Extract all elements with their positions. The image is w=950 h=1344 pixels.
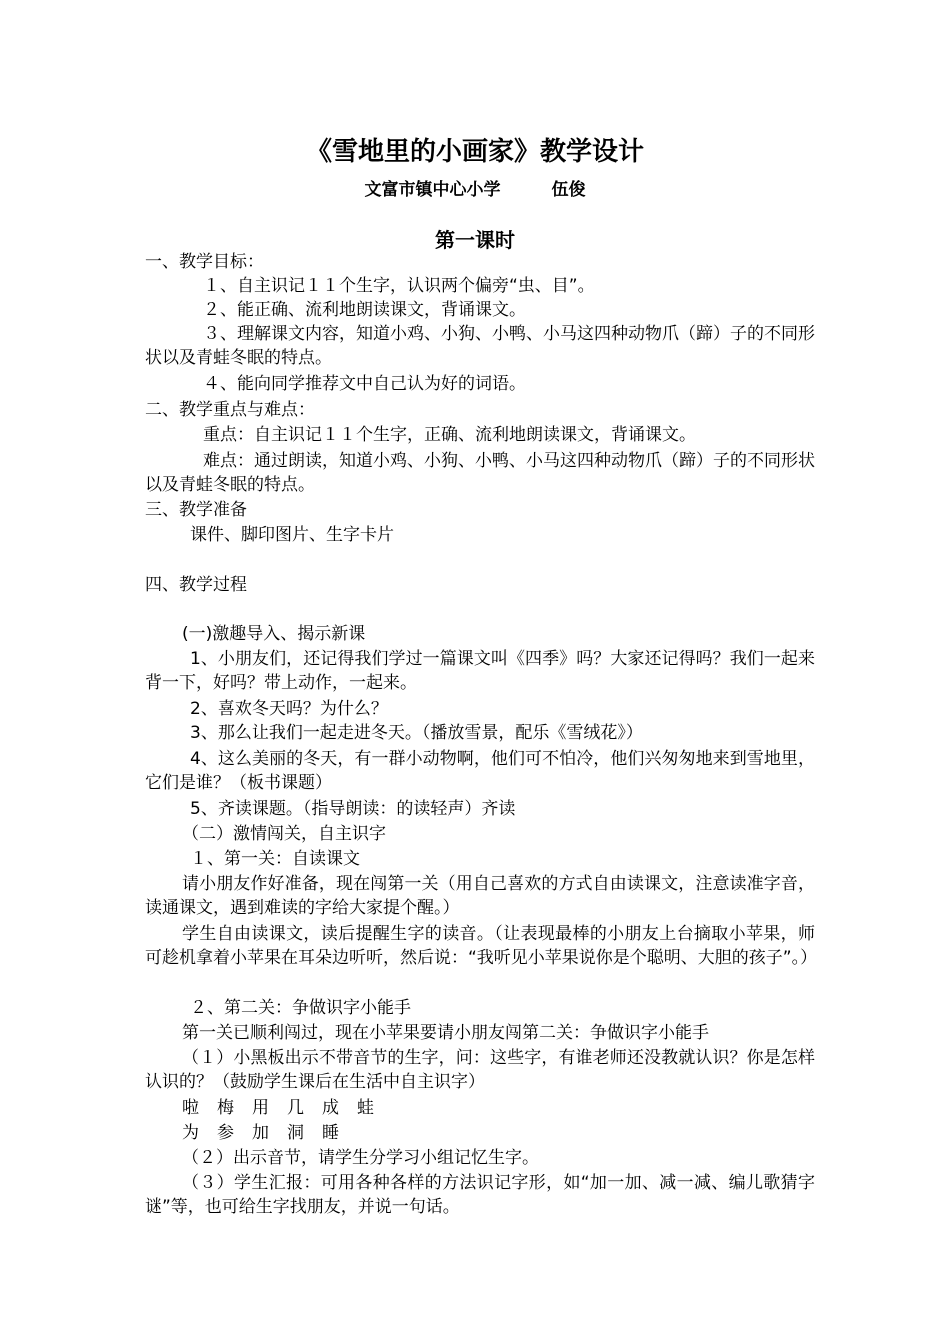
character-item: 啦 <box>182 1098 199 1118</box>
character-item: 梅 <box>217 1098 234 1118</box>
part-1-item-3: 3、那么让我们一起走进冬天。（播放雪景，配乐《雪绒花》） <box>190 723 643 743</box>
character-item: 成 <box>322 1098 339 1118</box>
goal-2: ２、能正确、流利地朗读课文，背诵课文。 <box>203 300 526 320</box>
character-item: 洞 <box>287 1123 304 1143</box>
section-heading-goals: 一、教学目标： <box>145 252 264 272</box>
stage-1-activity: 学生自由读课文，读后提醒生字的读音。（让表现最棒的小朋友上台摘取小苹果，师可趁机拿着小苹果在耳朵边听听，然后说：“我听见小苹果说你是个聪明、大胆的孩子”。） <box>145 924 818 968</box>
character-item: 加 <box>252 1123 269 1143</box>
section-heading-prep: 三、教学准备 <box>145 500 247 520</box>
stage-1-heading: １、第一关：自读课文 <box>190 849 360 869</box>
character-item: 蛙 <box>357 1098 374 1118</box>
part-1-heading: (一)激趣导入、揭示新课 <box>182 624 366 644</box>
part-2-heading: （二）激情闯关，自主识字 <box>182 824 386 844</box>
stage-2-heading: ２、第二关：争做识字小能手 <box>190 998 411 1018</box>
part-1-item-2: 2、喜欢冬天吗？为什么？ <box>190 699 388 719</box>
goal-4: ４、能向同学推荐文中自己认为好的词语。 <box>203 374 526 394</box>
character-item: 参 <box>217 1123 234 1143</box>
character-item: 几 <box>287 1098 304 1118</box>
part-1-item-1: 1、小朋友们，还记得我们学过一篇课文叫《四季》吗？大家还记得吗？我们一起来背一下，好吗？带上动作，一起来。 <box>145 649 815 693</box>
stage-2-step-3: （３）学生汇报：可用各种各样的方法识记字形，如“加一加、减一减、编儿歌猜字谜”等，也可给生字找朋友，并说一句话。 <box>145 1173 815 1217</box>
character-item: 为 <box>182 1123 199 1143</box>
part-1-item-4: 4、这么美丽的冬天，有一群小动物啊，他们可不怕冷，他们兴匆匆地来到雪地里，它们是谁？（板书课题） <box>145 749 815 793</box>
section-heading-process: 四、教学过程 <box>145 575 247 595</box>
character-item: 用 <box>252 1098 269 1118</box>
author-line: 文富市镇中心小学 伍俊 <box>364 180 586 200</box>
difficult-point: 难点：通过朗读，知道小鸡、小狗、小鸭、小马这四种动物爪（蹄）子的不同形状以及青蛙冬眠的特点。 <box>145 451 815 495</box>
document-title: 《雪地里的小画家》教学设计 <box>305 137 644 167</box>
goal-1: １、自主识记１１个生字，认识两个偏旁“虫、目”。 <box>203 276 595 296</box>
character-item: 睡 <box>322 1123 339 1143</box>
lesson-heading: 第一课时 <box>435 228 515 252</box>
key-point: 重点：自主识记１１个生字，正确、流利地朗读课文，背诵课文。 <box>203 425 696 445</box>
character-row-2 <box>182 1121 852 1145</box>
character-row-1 <box>182 1096 852 1120</box>
stage-2-intro: 第一关已顺利闯过，现在小苹果要请小朋友闯第二关：争做识字小能手 <box>182 1023 709 1043</box>
section-heading-focus: 二、教学重点与难点： <box>145 400 315 420</box>
prep-materials: 课件、脚印图片、生字卡片 <box>190 525 394 545</box>
stage-2-step-1: （１）小黑板出示不带音节的生字，问：这些字，有谁老师还没教就认识？你是怎样认识的？（鼓励学生课后在生活中自主识字） <box>145 1048 815 1092</box>
stage-2-step-2: （２）出示音节，请学生分学习小组记忆生字。 <box>182 1148 539 1168</box>
part-1-item-5: 5、齐读课题。（指导朗读：的读轻声）齐读 <box>190 799 516 819</box>
goal-3: ３、理解课文内容，知道小鸡、小狗、小鸭、小马这四种动物爪（蹄）子的不同形状以及青蛙冬眠的特点。 <box>145 324 815 368</box>
stage-1-instruction: 请小朋友作好准备，现在闯第一关（用自己喜欢的方式自由读课文，注意读准字音，读通课文，遇到难读的字给大家提个醒。） <box>145 874 815 918</box>
